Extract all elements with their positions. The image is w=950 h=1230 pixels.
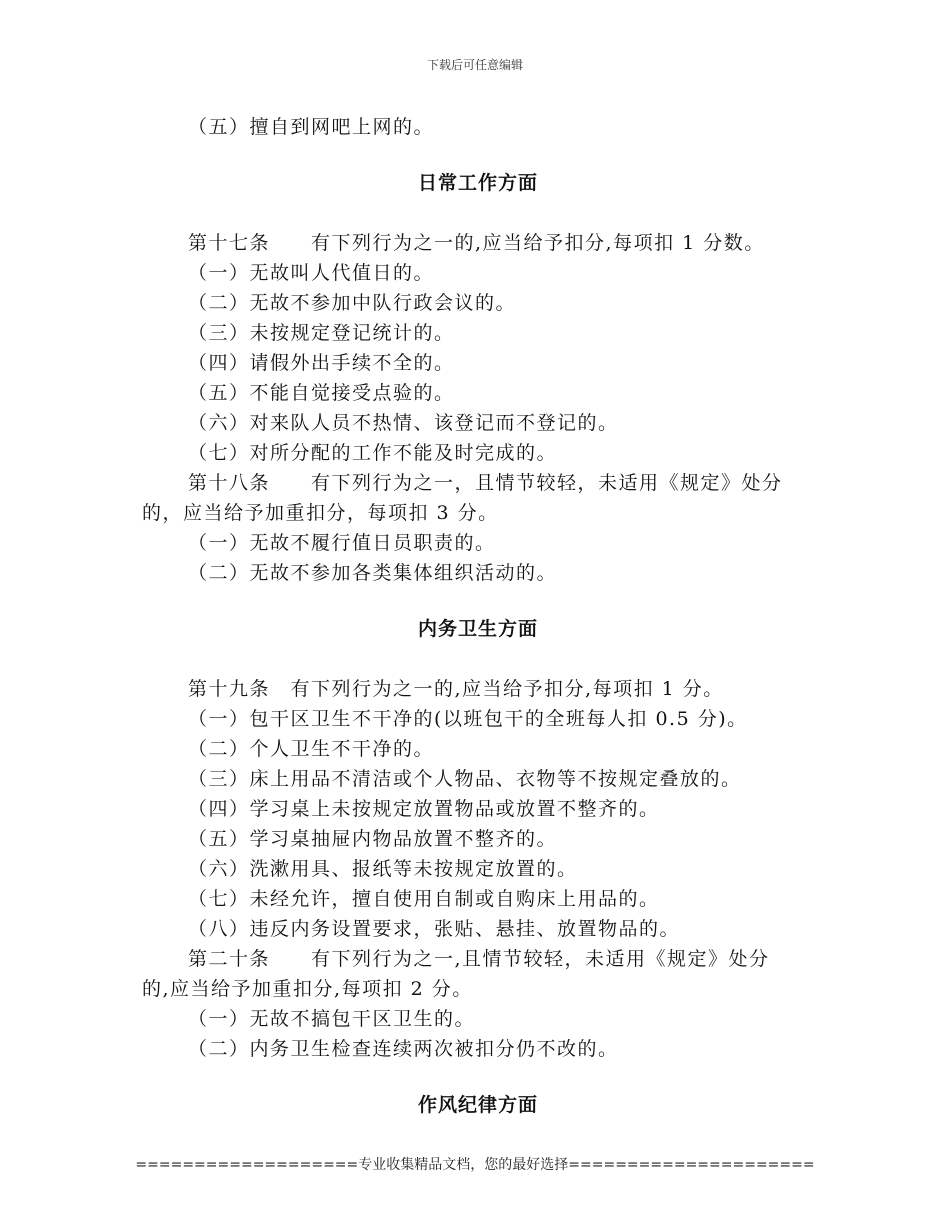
list-item: （二）无故不参加中队行政会议的。	[188, 292, 517, 314]
article-17-lead: 第十七条 有下列行为之一的,应当给予扣分,每项扣 1 分数。	[188, 232, 765, 254]
list-item: （六）洗漱用具、报纸等未按规定放置的。	[188, 858, 578, 880]
list-item: （四）请假外出手续不全的。	[188, 352, 455, 374]
list-item: （二）无故不参加各类集体组织活动的。	[188, 562, 558, 584]
header-note: 下载后可任意编辑	[426, 58, 523, 72]
list-item: （三）床上用品不清洁或个人物品、衣物等不按规定叠放的。	[188, 768, 742, 790]
list-item: （七）未经允许，擅自使用自制或自购床上用品的。	[188, 888, 660, 910]
list-item: （二）个人卫生不干净的。	[188, 738, 435, 760]
article-18-lead-line1: 第十八条 有下列行为之一，且情节较轻，未适用《规定》处分	[188, 472, 783, 494]
list-item: （一）无故不履行值日员职责的。	[188, 532, 496, 554]
article-20-lead-line2: 的,应当给予加重扣分,每项扣 2 分。	[142, 978, 473, 1000]
list-item: （四）学习桌上未按规定放置物品或放置不整齐的。	[188, 798, 660, 820]
list-item: （七）对所分配的工作不能及时完成的。	[188, 442, 558, 464]
list-item: （五）不能自觉接受点验的。	[188, 382, 455, 404]
list-item: （三）未按规定登记统计的。	[188, 322, 455, 344]
list-item: （五）学习桌抽屉内物品放置不整齐的。	[188, 828, 558, 850]
list-item: （六）对来队人员不热情、该登记而不登记的。	[188, 412, 619, 434]
list-item: （八）违反内务设置要求，张贴、悬挂、放置物品的。	[188, 918, 681, 940]
article-18-lead-line2: 的，应当给予加重扣分，每项扣 3 分。	[142, 502, 499, 524]
list-item: （一）无故不搞包干区卫生的。	[188, 1008, 476, 1030]
document-body	[142, 112, 814, 1150]
article-20-lead-line1: 第二十条 有下列行为之一,且情节较轻，未适用《规定》处分	[188, 948, 770, 970]
footer-note: ===================专业收集精品文档，您的最好选择=====================	[135, 1157, 815, 1173]
section-title-housekeeping: 内务卫生方面	[417, 618, 538, 640]
list-item: （二）内务卫生检查连续两次被扣分仍不改的。	[188, 1038, 619, 1060]
section-title-discipline: 作风纪律方面	[417, 1094, 538, 1116]
list-item: （一）无故叫人代值日的。	[188, 262, 435, 284]
list-item: （一）包干区卫生不干净的(以班包干的全班每人扣 0.5 分)。	[188, 708, 748, 730]
list-item: （五）擅自到网吧上网的。	[188, 116, 435, 138]
article-19-lead: 第十九条 有下列行为之一的,应当给予扣分,每项扣 1 分。	[188, 678, 724, 700]
section-title-daily-work: 日常工作方面	[417, 172, 538, 194]
